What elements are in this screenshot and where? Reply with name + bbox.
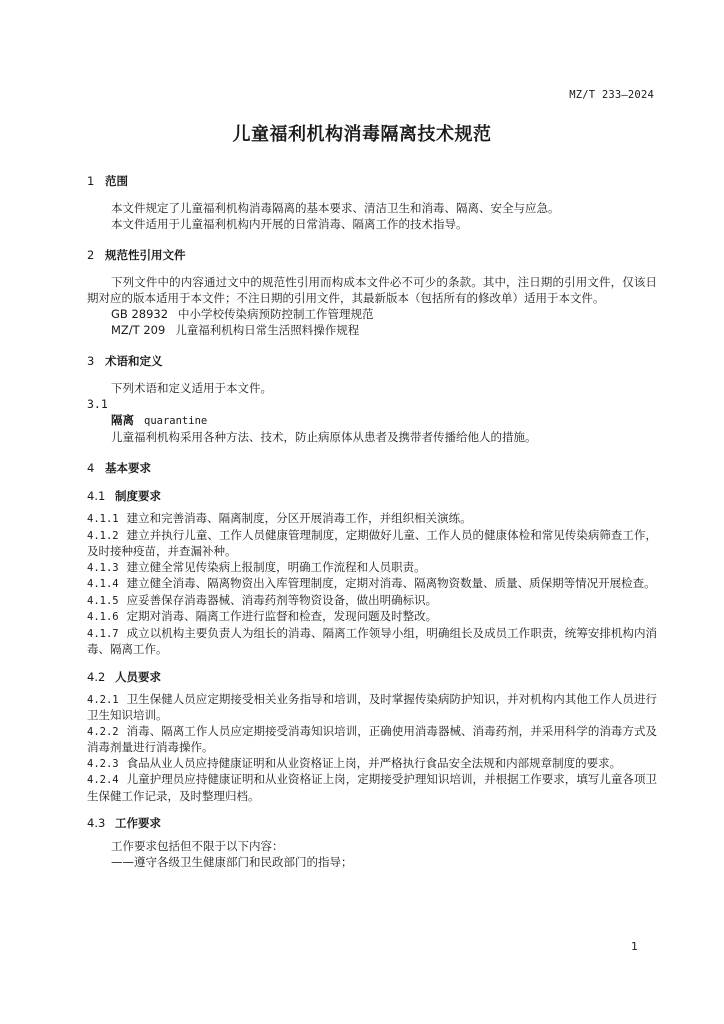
clause-number: 4.1.1 [87,513,119,525]
clause-text: 儿童护理员应持健康证明和从业资格证上岗，定期接受护理知识培训，并根据工作要求，填写儿童各项卫生保健工作记录，及时整理归档。 [87,772,657,803]
section-title: 规范性引用文件 [105,248,186,262]
section-number: 4 [87,461,95,475]
subsection-heading-personnel [87,668,657,686]
subsection-heading-work [87,814,657,832]
reference-item [111,306,657,322]
section-title: 术语和定义 [105,354,163,368]
section-heading-scope [87,172,657,190]
clause-number: 4.1.3 [87,561,119,574]
clause [87,756,657,773]
subsection-number: 4.3 [87,816,106,830]
clause-number: 4.2.4 [87,774,119,786]
clause [87,576,657,593]
paragraph: 本文件适用于儿童福利机构内开展的日常消毒、隔离工作的技术指导。 [111,217,468,231]
reference-name: 中小学校传染病预防控制工作管理规范 [178,307,374,321]
paragraph: 本文件规定了儿童福利机构消毒隔离的基本要求、清洁卫生和消毒、隔离、安全与应急。 [111,201,560,215]
section-title: 范围 [105,174,128,188]
reference-code: MZ/T 209 [111,323,166,337]
reference-name: 儿童福利机构日常生活照料操作规程 [175,323,360,337]
subsection-number: 4.1 [87,489,106,503]
clause-number: 4.2.3 [87,757,119,770]
section-title: 基本要求 [105,461,151,475]
paragraph: 下列术语和定义适用于本文件。 [111,381,272,395]
term-name [111,412,657,429]
clause [87,609,657,626]
section-heading-terms [87,352,657,370]
paragraph: 工作要求包括但不限于以下内容： [111,839,284,853]
reference-item [111,322,657,338]
clause [87,724,657,756]
section-number: 3 [87,354,95,368]
clause-number: 4.1.2 [87,529,119,542]
term-chinese: 隔离 [111,413,134,427]
subsection-title: 人员要求 [115,669,161,684]
clause [87,560,657,577]
standard-code: MZ/T 233—2024 [569,89,654,101]
clause-text: 建立和完善消毒、隔离制度，分区开展消毒工作，并组织相关演练。 [126,511,472,525]
reference-code: GB 28932 [111,307,169,321]
clause-number: 4.1.4 [87,578,119,590]
subsection-title: 制度要求 [115,489,161,503]
term-english: quarantine [144,415,208,427]
clause [87,528,657,560]
clause-text: 卫生保健人员应定期接受相关业务指导和培训，及时掌握传染病防护知识，并对机构内其他工作人员进行卫生知识培训。 [87,691,657,722]
clause [87,692,657,724]
clause-text: 建立并执行儿童、工作人员健康管理制度，定期做好儿童、工作人员的健康体检和常见传染病筛查工作，及时接种疫苗，并查漏补种。 [87,527,657,558]
section-number: 2 [87,248,95,262]
list-item: ——遵守各级卫生健康部门和民政部门的指导； [111,855,353,869]
section-heading-normative-references [87,246,657,264]
clause-text: 建立健全消毒、隔离物资出入库管理制度，定期对消毒、隔离物资数量、质量、质保期等情况开展检查。 [126,576,656,590]
term-number: 3.1 [87,397,108,411]
page-number: 1 [631,940,638,953]
clause-text: 消毒、隔离工作人员应定期接受消毒知识培训，正确使用消毒器械、消毒药剂，并采用科学的消毒方式及消毒剂量进行消毒操作。 [87,723,657,754]
clause-number: 4.2.1 [87,693,119,706]
subsection-title: 工作要求 [115,816,161,830]
clause-text: 建立健全常见传染病上报制度，明确工作流程和人员职责。 [126,559,426,574]
clause-number: 4.1.6 [87,611,119,623]
clause-number: 4.1.5 [87,594,119,607]
clause [87,511,657,528]
clause [87,772,657,804]
clause-text: 成立以机构主要负责人为组长的消毒、隔离工作领导小组，明确组长及成员工作职责，统筹安排机构内消毒、隔离工作。 [87,625,657,656]
paragraph: 下列文件中的内容通过文中的规范性引用而构成本文件必不可少的条款。其中，注日期的引用文件，仅该日期对应的版本适用于本文件；不注日期的引用文件，其最新版本（包括所有的修改单）适用于本文件。 [87,275,657,305]
clause-text: 应妥善保存消毒器械、消毒药剂等物资设备，做出明确标识。 [126,592,438,607]
clause-number: 4.2.2 [87,725,119,738]
clause [87,626,657,658]
clause [87,593,657,610]
clause-number: 4.1.7 [87,627,119,640]
section-number: 1 [87,174,95,188]
document-body [87,172,657,870]
term-definition: 儿童福利机构采用各种方法、技术，防止病原体从患者及携带者传播给他人的措施。 [111,430,537,444]
clause-text: 定期对消毒、隔离工作进行监督和检查，发现问题及时整改。 [126,609,438,623]
clause-text: 食品从业人员应持健康证明和从业资格证上岗，并严格执行食品安全法规和内部规章制度的要求。 [126,755,622,770]
document-title: 儿童福利机构消毒隔离技术规范 [232,124,492,145]
subsection-number: 4.2 [87,669,106,684]
subsection-heading-system [87,487,657,505]
section-heading-basic-requirements [87,459,657,477]
